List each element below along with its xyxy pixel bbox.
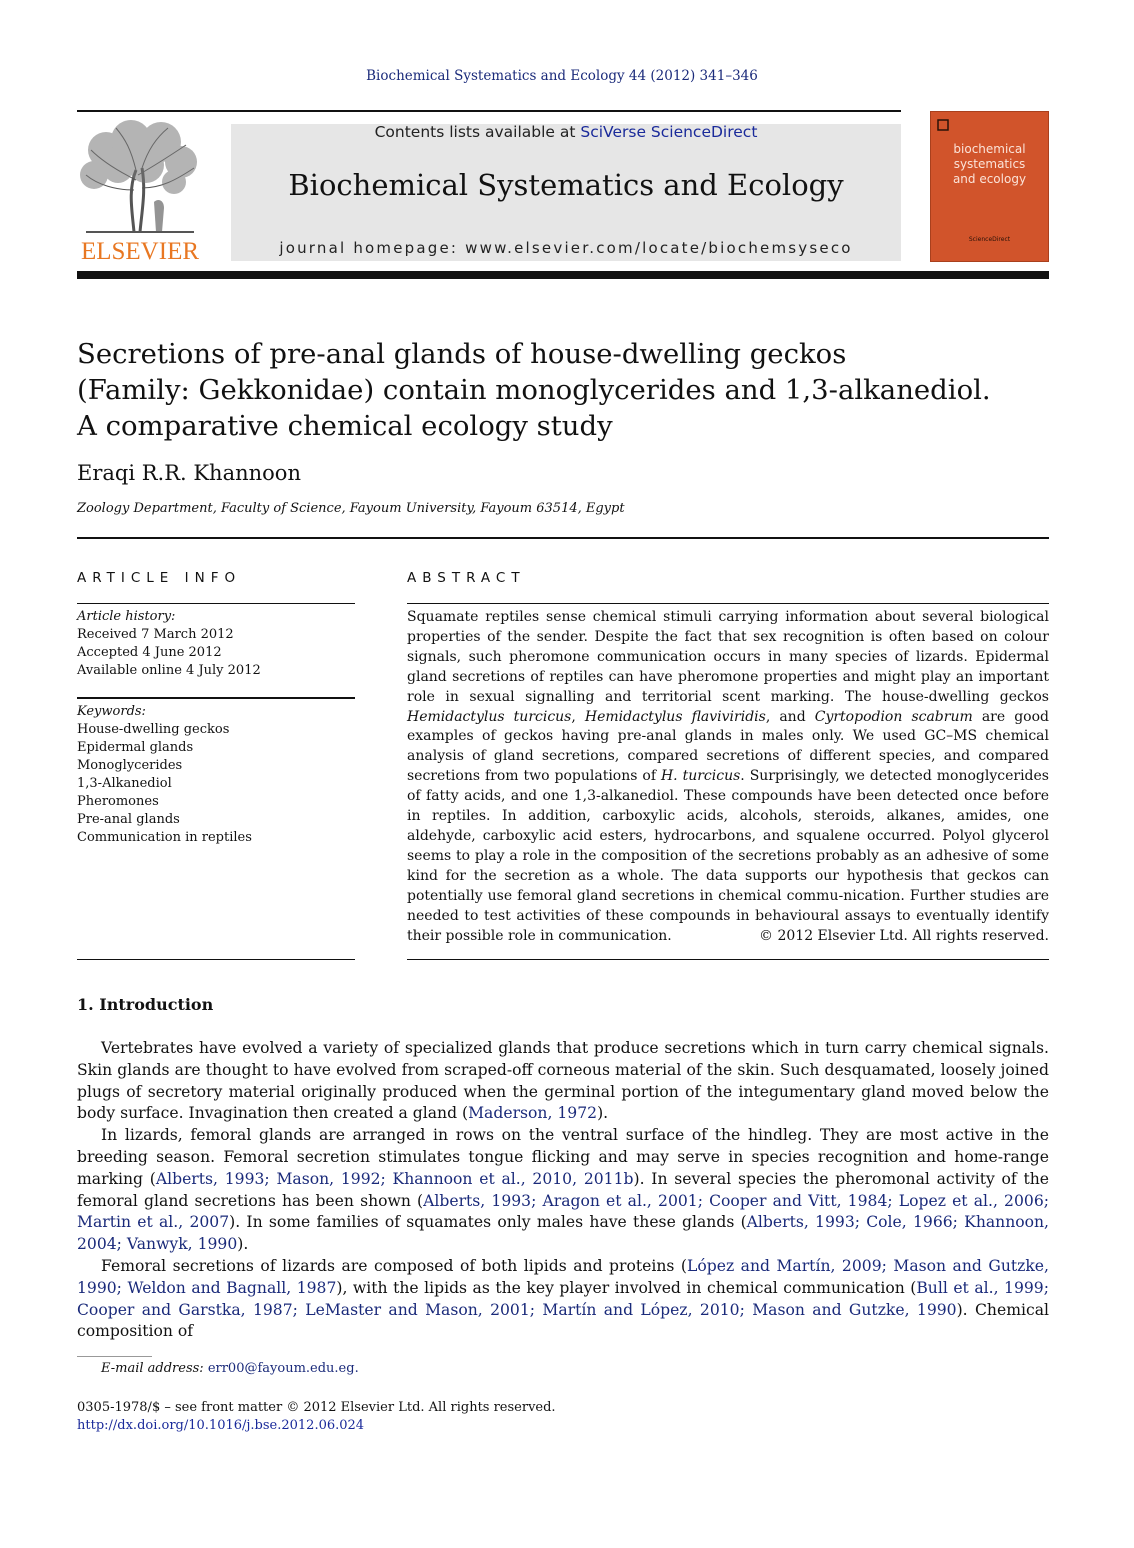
cover-title-line: and ecology: [952, 172, 1027, 186]
text-run: ,: [571, 708, 585, 725]
citation-link[interactable]: Bull et al., 1999; Cooper and Garstka, 1987; LeMaster and Mason, 2001; Martín and López, 2010; Mason and Gutzke, 1990: [77, 1278, 1049, 1319]
text-run: ). Chemical composition of: [77, 1300, 1049, 1341]
title-rule: [77, 537, 1049, 539]
article-history: [77, 608, 261, 680]
introduction-paragraph: [77, 1038, 1049, 1125]
article-info-bottom-rule: [77, 959, 355, 960]
issn-line: 0305-1978/$ – see front matter © 2012 Elsevier Ltd. All rights reserved.: [77, 1400, 556, 1415]
text-run: ). In some families of squamates only males have these glands (: [229, 1213, 747, 1232]
text-run: ), with the lipids as the key player involved in chemical communication (: [336, 1278, 917, 1297]
email-label: E-mail address:: [101, 1361, 208, 1376]
introduction-heading: 1. Introduction: [77, 995, 214, 1014]
species-name: H. turcicus: [660, 768, 741, 785]
title-line: A comparative chemical ecology study: [77, 410, 613, 442]
introduction-paragraph: [77, 1256, 1049, 1343]
journal-name: Biochemical Systematics and Ecology: [288, 168, 844, 202]
keywords-label: Keywords:: [77, 704, 146, 719]
contents-line: [231, 123, 901, 141]
text-run: Vertebrates have evolved a variety of specialized glands that produce secretions which in turn carry chemical signals. Skin glands are thought to have evolved from scraped-off corneous material of the skin. Such desquamated, loosely joined plugs of secretory material originally produced when the germinal portion of the integumentary gland moved below the body surface. Invagination then created a gland (: [77, 1039, 1049, 1123]
cover-title: [930, 142, 1049, 187]
keyword-item: Pheromones: [77, 794, 159, 809]
keyword-item: Epidermal glands: [77, 740, 194, 755]
cover-title-line: biochemical: [953, 142, 1026, 156]
history-label: Article history:: [77, 609, 176, 624]
text-run: . Surprisingly, we detected monoglycerides of fatty acids, and one 1,3-alkanediol. These compounds have been detected once before in reptiles. In addition, carboxylic acids, alcohols, steroids, alkanes, amides, one aldehyde, carboxylic acid esters, hydrocarbons, and squalene occurred. Polyol glycerol seems to play a role in the composition of the secretions probably as an adhesive of some kind for the secretion as a whole. The data supports our hypothesis that geckos can potentially use femoral gland secretions in chemical commu-nication. Further studies are needed to test activities of these compounds in behavioural assays to eventually identify their possible role in communication.: [407, 768, 1049, 944]
citation-link[interactable]: Alberts, 1993; Aragon et al., 2001; Cooper and Vitt, 1984; Lopez et al., 2006; Martin et al., 2007: [77, 1191, 1049, 1232]
title-line: Secretions of pre-anal glands of house-dwelling geckos: [77, 338, 847, 370]
keyword-item: Pre-anal glands: [77, 812, 180, 827]
abstract-text: [407, 608, 1049, 946]
introduction-paragraph: [77, 1125, 1049, 1256]
text-run: ).: [237, 1235, 249, 1254]
text-run: ). In several species the pheromonal activity of the femoral gland secretions has been shown (: [77, 1169, 1049, 1210]
title-line: (Family: Gekkonidae) contain monoglycerides and 1,3-alkanediol.: [77, 374, 991, 406]
doi-link[interactable]: http://dx.doi.org/10.1016/j.bse.2012.06.024: [77, 1418, 365, 1433]
text-run: , and: [765, 708, 815, 725]
keyword-item: 1,3-Alkanediol: [77, 776, 172, 791]
footnote-rule: [77, 1356, 152, 1357]
keyword-item: Monoglycerides: [77, 758, 183, 773]
journal-homepage[interactable]: journal homepage: www.elsevier.com/locate/biochemsyseco: [279, 239, 853, 257]
text-run: are good examples of geckos having pre-anal glands in males only. We used GC–MS chemical analysis of gland secretions, compared secretions of different species, and compared secretions from two populations of: [407, 708, 1049, 785]
history-item: Received 7 March 2012: [77, 627, 234, 642]
journal-citation[interactable]: Biochemical Systematics and Ecology 44 (2012) 341–346: [366, 68, 758, 84]
history-item: Accepted 4 June 2012: [77, 645, 222, 660]
citation-link[interactable]: Alberts, 1993; Cole, 1966; Khannoon, 2004; Vanwyk, 1990: [77, 1213, 1050, 1254]
article-title: [77, 336, 1057, 444]
citation-link[interactable]: Alberts, 1993; Mason, 1992; Khannoon et al., 2010, 2011b: [155, 1169, 634, 1188]
citation-link[interactable]: López and Martín, 2009; Mason and Gutzke, 1990; Weldon and Bagnall, 1987: [77, 1256, 1049, 1297]
article-info-divider: [77, 697, 355, 699]
article-info-rule: [77, 603, 355, 604]
author-affiliation: Zoology Department, Faculty of Science, Fayoum University, Fayoum 63514, Egypt: [77, 501, 625, 516]
introduction-body: [77, 1038, 1049, 1343]
species-name: Cyrtopodion scabrum: [814, 708, 973, 725]
author-name[interactable]: Eraqi R.R. Khannoon: [77, 461, 301, 485]
keywords-list: [77, 703, 252, 847]
footnote-email: [101, 1361, 359, 1376]
sciencedirect-link[interactable]: SciVerse ScienceDirect: [580, 123, 758, 141]
history-item: Available online 4 July 2012: [77, 663, 261, 678]
abstract-heading: ABSTRACT: [407, 570, 526, 586]
keyword-item: House-dwelling geckos: [77, 722, 230, 737]
article-info-heading: ARTICLE INFO: [77, 570, 242, 586]
cover-logo-icon: [936, 118, 950, 132]
text-run: Squamate reptiles sense chemical stimuli carrying information about several biological properties of the sender. Despite the fact that sex recognition is often based on colour signals, such pheromone communication occurs in many species of lizards. Epidermal gland secretions of reptiles can have pheromone properties and might play an important role in sexual signalling and territorial scent marking. The house-dwelling geckos: [407, 609, 1049, 705]
abstract-rule: [407, 603, 1049, 604]
cover-sciencedirect-mark: ScienceDirect: [968, 236, 1011, 243]
cover-title-line: systematics: [953, 157, 1026, 171]
text-run: Femoral secretions of lizards are composed of both lipids and proteins (: [101, 1256, 687, 1275]
text-run: In lizards, femoral glands are arranged in rows on the ventral surface of the hindleg. They are most active in the breeding season. Femoral secretion stimulates tongue flicking and may serve in species recognition and home-range marking (: [77, 1126, 1049, 1188]
header-thick-rule: [77, 271, 1049, 279]
elsevier-wordmark: ELSEVIER: [80, 238, 200, 265]
header-rule: [77, 110, 901, 112]
text-run: ).: [597, 1104, 609, 1123]
species-name: Hemidactylus turcicus: [407, 708, 572, 725]
citation-link[interactable]: Maderson, 1972: [468, 1104, 598, 1123]
species-name: Hemidactylus flaviviridis: [584, 708, 766, 725]
email-link[interactable]: err00@fayoum.edu.eg.: [207, 1361, 359, 1376]
contents-prefix: Contents lists available at: [374, 123, 581, 141]
abstract-bottom-rule: [407, 959, 1049, 960]
keyword-item: Communication in reptiles: [77, 830, 252, 845]
abstract-copyright: © 2012 Elsevier Ltd. All rights reserved.: [759, 928, 1049, 944]
